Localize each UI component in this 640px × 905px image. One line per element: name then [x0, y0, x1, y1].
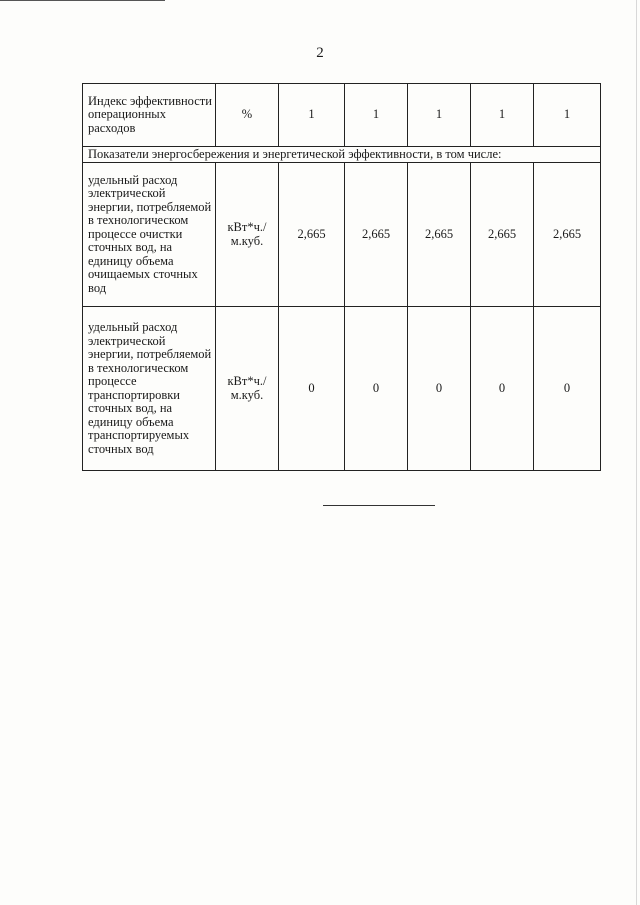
indicator-unit: кВт*ч./м.куб. — [216, 163, 279, 307]
section-heading: Показатели энергосбережения и энергетической эффективности, в том числе: — [83, 147, 601, 163]
indicators-table — [82, 83, 601, 471]
closing-rule — [323, 505, 435, 506]
indicator-value: 1 — [279, 84, 345, 147]
scan-edge — [636, 0, 637, 905]
indicator-value: 0 — [471, 307, 534, 471]
indicator-value: 1 — [345, 84, 408, 147]
indicator-name: Индекс эффективности операционных расходов — [83, 84, 216, 147]
top-edge-line — [0, 0, 165, 1]
indicator-value: 1 — [471, 84, 534, 147]
indicator-name: удельный расход электрической энергии, потребляемой в технологическом процессе очистки сточных вод, на единицу объема очищаемых сточных вод — [83, 163, 216, 307]
table-row — [83, 163, 601, 307]
page-number: 2 — [316, 45, 324, 61]
indicator-value: 0 — [408, 307, 471, 471]
table-section-row — [83, 147, 601, 163]
indicator-value: 2,665 — [534, 163, 601, 307]
indicator-value: 2,665 — [408, 163, 471, 307]
indicator-value: 1 — [408, 84, 471, 147]
indicator-value: 0 — [534, 307, 601, 471]
indicator-value: 2,665 — [279, 163, 345, 307]
indicator-value: 0 — [279, 307, 345, 471]
table-row — [83, 84, 601, 147]
indicator-value: 2,665 — [471, 163, 534, 307]
table-row — [83, 307, 601, 471]
indicator-name: удельный расход электрической энергии, потребляемой в технологическом процессе транспортировки сточных вод, на единицу объема транспортируемых сточных вод — [83, 307, 216, 471]
indicator-value: 0 — [345, 307, 408, 471]
indicator-unit: кВт*ч./м.куб. — [216, 307, 279, 471]
indicator-unit: % — [216, 84, 279, 147]
indicator-value: 2,665 — [345, 163, 408, 307]
indicator-value: 1 — [534, 84, 601, 147]
